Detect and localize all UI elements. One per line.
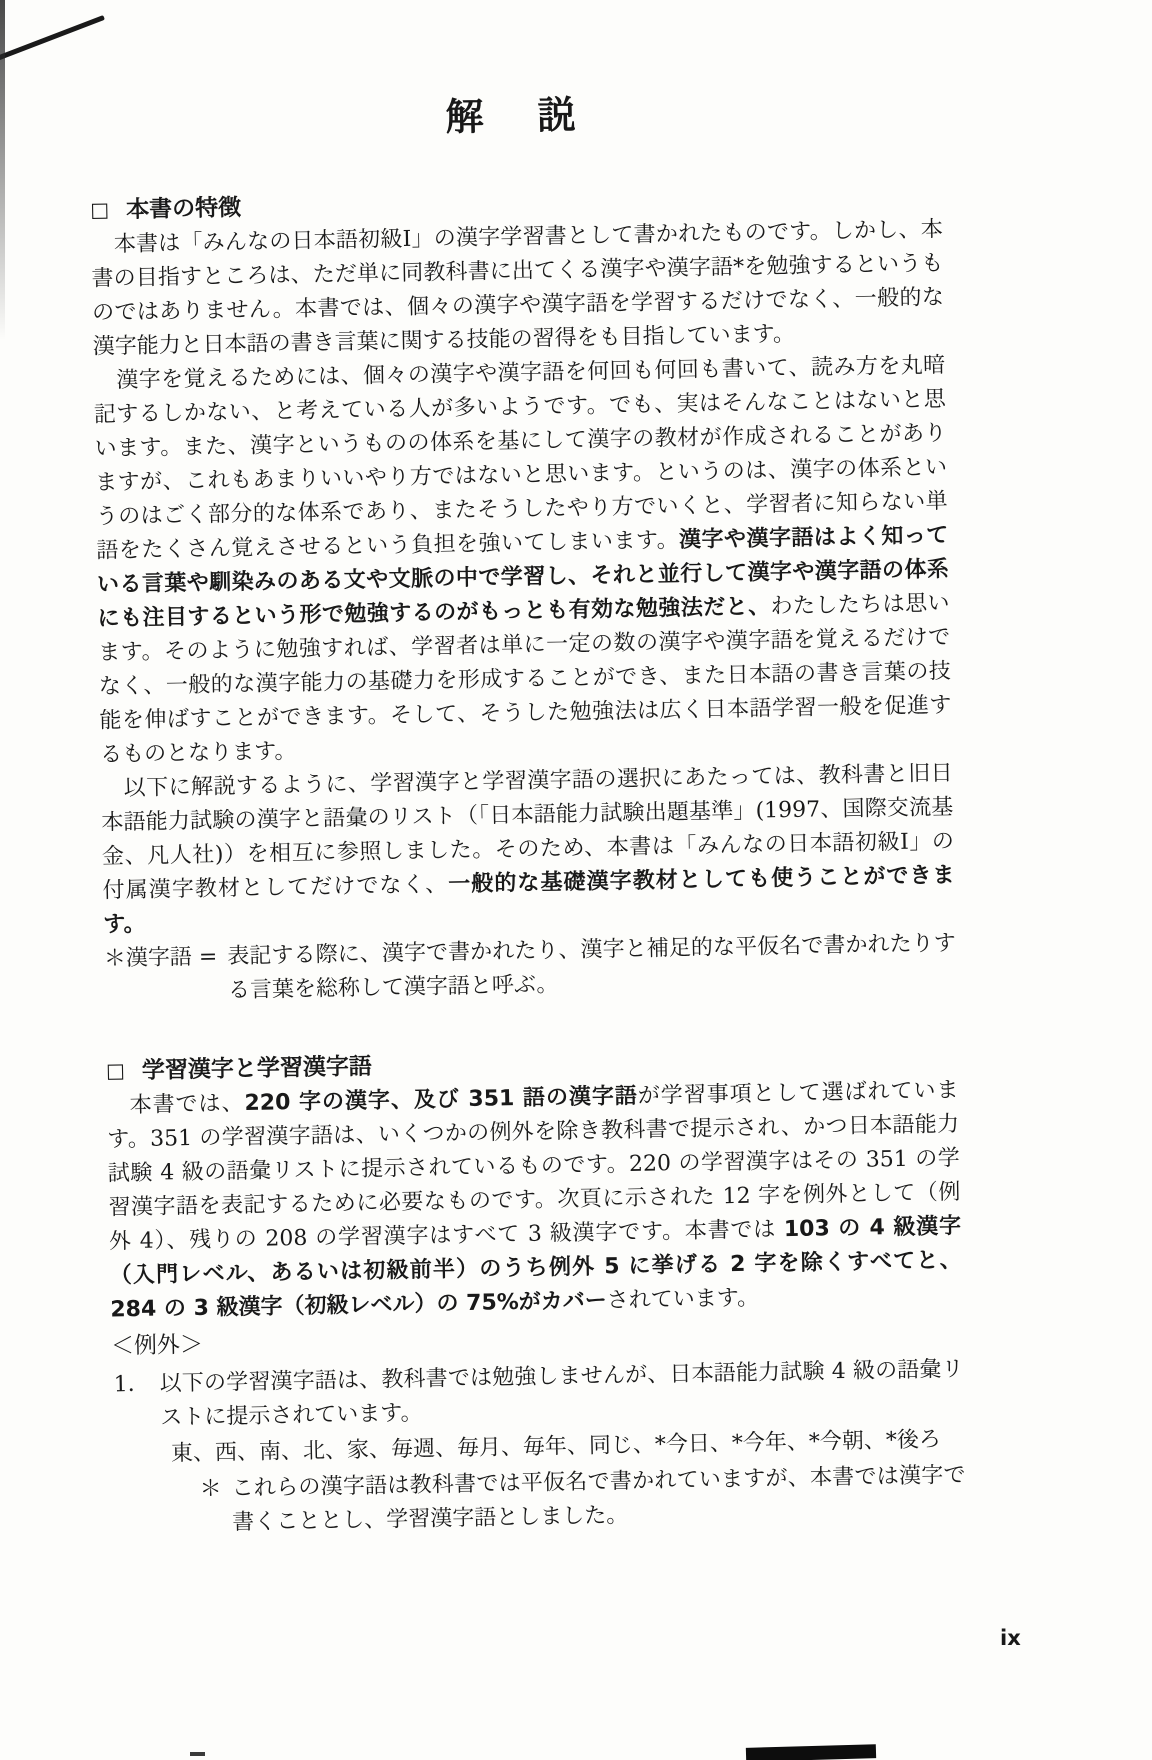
- features-paragraph-2-bold: 漢字や漢字語はよく知っている言葉や馴染みのある文や文脈の中で学習し、それと並行して漢字や漢字語の体系にも注目するという形で勉強するのがもっとも有効な勉強法だと、: [96, 522, 950, 632]
- study-kanji-normal-3: されています。: [606, 1285, 760, 1314]
- kanjigo-footnote-label: ＊漢字語 =: [103, 944, 218, 972]
- study-kanji-paragraph: [106, 1074, 962, 1328]
- exceptions-note-text: これらの漢字語は教科書では平仮名で書かれていますが、本書では漢字で書くこととし、学習漢字語としました。: [231, 1462, 966, 1536]
- scan-artifact-bottom-dash: [190, 1752, 205, 1756]
- kanjigo-footnote: [104, 927, 957, 1011]
- features-paragraph-2-normal-1: 漢字を覚えるためには、個々の漢字や漢字語を何回も何回も書いて、読み方を丸暗記するしかない、と考えている人が多いようです。でも、実はそんなことはないと思います。また、漢字というものの体系を基にして漢字の教材が作成されることがありますが、これもあまりいいやり方ではないと思います。というのは、漢字の体系というのはごく部分的な体系であり、またそうしたやり方でいくと、学習者に知らない単語をたくさん覚えさせるという負担を強いてしまいます。: [93, 353, 948, 564]
- scan-artifact-corner-line: [0, 15, 105, 62]
- kanjigo-footnote-text: 表記する際に、漢字で書かれたり、漢字と補足的な平仮名で書かれたりする言葉を総称して漢字語と呼ぶ。: [227, 930, 957, 1004]
- study-kanji-bold-1: 220 字の漢字、及び 351 語の漢字語: [244, 1083, 639, 1116]
- exceptions-item-1-text: 以下の学習漢字語は、教科書では勉強しませんが、日本語能力試験 4 級の語彙リストに提示されています。: [159, 1356, 964, 1431]
- section-heading-study-kanji-label: 学習漢字と学習漢字語: [141, 1053, 373, 1084]
- features-paragraph-3-normal: 以下に解説するように、学習漢字と学習漢字語の選択にあたっては、教科書と旧日本語能力試験の漢字と語彙のリスト（「日本語能力試験出題基準」(1997、国際交流基金、凡人社)）を相互に参照しました。そのため、本書は「みんなの日本語初級Ⅰ」の付属漢字教材としてだけでなく、: [101, 760, 955, 904]
- exceptions-note-asterisk: ＊: [199, 1476, 222, 1502]
- study-kanji-bold-2: 103 の 4 級漢字（入門レベル、あるいは初級前半）のうち例外 5 に挙げる 2 字を除くすべてと、284 の 3 級漢字（初級レベル）の 75%がカバー: [109, 1213, 962, 1323]
- page-number: ix: [1000, 1626, 1021, 1650]
- scan-artifact-bottom-bar: [746, 1744, 876, 1760]
- exceptions-item-1-number: 1．: [113, 1371, 150, 1398]
- study-kanji-normal-1: 本書では、: [129, 1090, 245, 1119]
- exceptions-note: [199, 1459, 966, 1541]
- features-paragraph-3: [101, 757, 956, 943]
- exceptions-word-list: 東、西、南、北、家、毎週、毎月、毎年、同じ、*今日、*今年、*今朝、*後ろ: [170, 1427, 942, 1467]
- features-paragraph-1: 本書は「みんなの日本語初級Ⅰ」の漢字学習書として書かれたものです。しかし、本書の目指すところは、ただ単に同教科書に出てくる漢字や漢字語*を勉強するというものではありません。本書では、個々の漢字や漢字語を学習するだけでなく、一般的な漢字能力と日本語の書き言葉に関する技能の習得をも目指しています。: [91, 217, 945, 360]
- exceptions-heading: ＜例外＞: [110, 1331, 204, 1360]
- features-paragraph-2: [93, 349, 952, 773]
- page-content: [88, 77, 966, 1542]
- page-title: 解 説: [445, 92, 584, 140]
- exceptions-item-1: [113, 1353, 964, 1437]
- study-kanji-normal-2: が学習事項として選ばれています。351 の学習漢字語は、いくつかの例外を除き教科書で提示され、かつ日本語能力試験 4 級の語彙リストに提示されているものです。220 の学習漢字はその 351 の学習漢字語を表記するために必要なものです。次頁に示された 12 字を例外として（例外 4）、残りの 208 の学習漢字はすべて 3 級漢字です。本書では: [107, 1077, 961, 1255]
- section-heading-features-label: 本書の特徴: [125, 194, 242, 224]
- features-paragraph-2-normal-2: わたしたちは思います。そのように勉強すれば、学習者は単に一定の数の漢字や漢字語を覚えるだけでなく、一般的な漢字能力の基礎力を形成することができ、また日本語の書き言葉の技能を伸ばすことができます。そして、そうした勉強法は広く日本語学習一般を促進するものとなります。: [98, 590, 952, 768]
- square-bullet-icon: □: [105, 1057, 126, 1083]
- scan-artifact-left-edge: [0, 0, 5, 340]
- features-paragraph-3-bold: 一般的な基礎漢字教材としても使うことができます。: [103, 862, 955, 938]
- square-bullet-icon: □: [89, 196, 110, 222]
